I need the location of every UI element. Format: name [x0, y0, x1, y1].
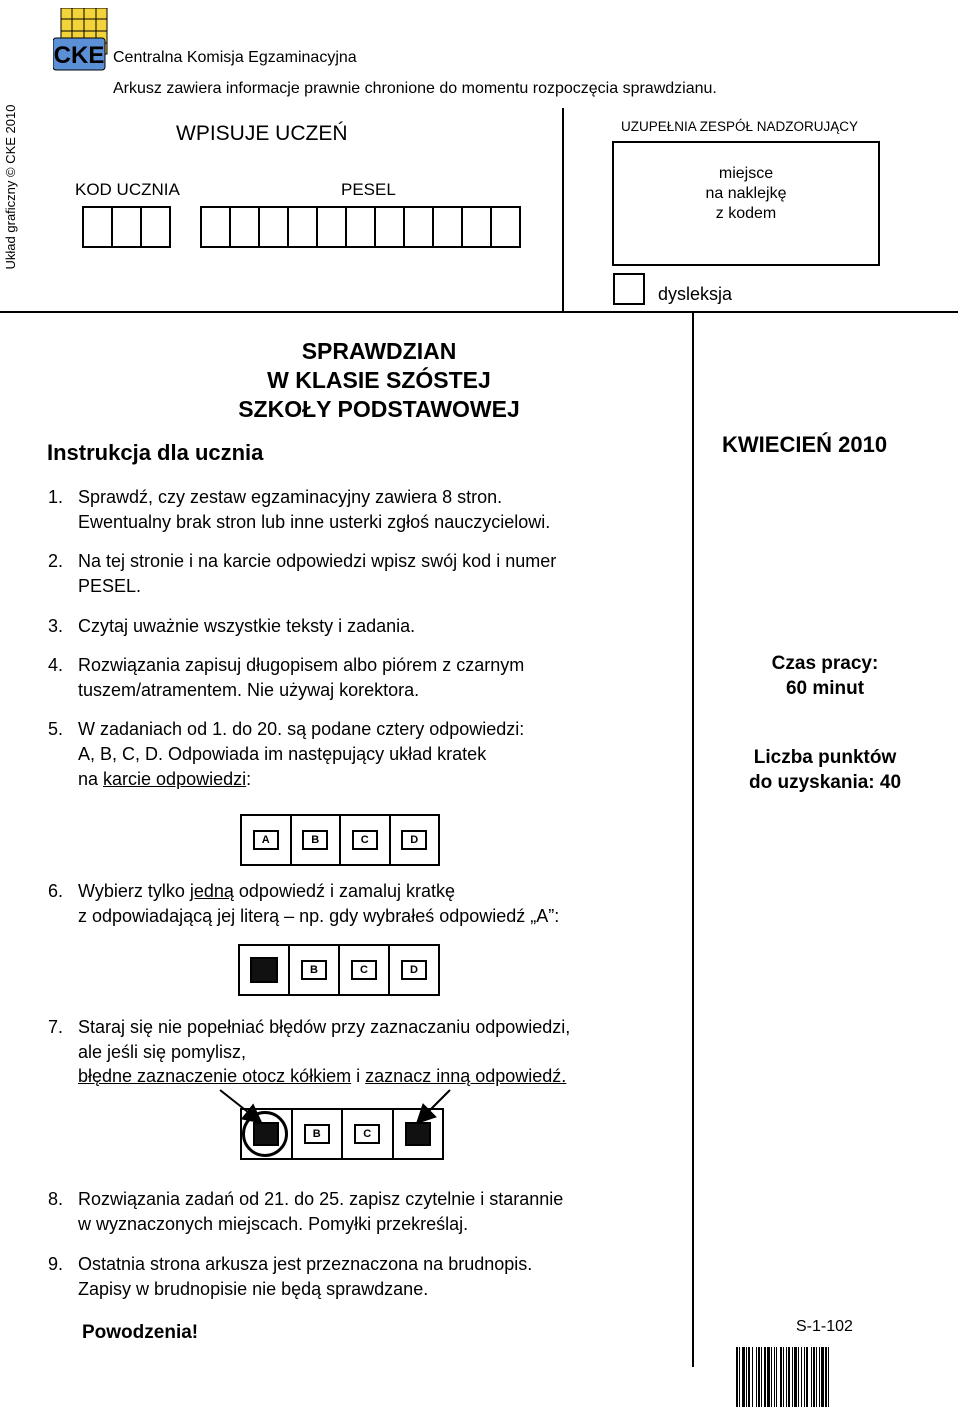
text-part: Wybierz tylko — [78, 881, 190, 901]
exam-title — [228, 337, 530, 424]
answer-cell — [290, 946, 340, 994]
pesel-cell[interactable] — [200, 206, 231, 248]
dyslexia-checkbox[interactable] — [613, 273, 645, 305]
answer-label: B — [301, 960, 327, 980]
sticker-line: na naklejkę — [705, 185, 787, 202]
points-info — [700, 745, 950, 795]
instruction-text: Na tej stronie i na karcie odpowiedzi wpisz swój kod i numer — [78, 551, 557, 571]
instruction-text: tuszem/atramentem. Nie używaj korektora. — [78, 680, 420, 700]
cke-logo — [53, 8, 109, 74]
student-section-title: WPISUJE UCZEŃ — [176, 122, 348, 145]
answer-cell — [340, 946, 390, 994]
exam-title-line: SZKOŁY PODSTAWOWEJ — [238, 396, 520, 422]
answer-cell — [292, 816, 342, 864]
underlined-text: zaznacz inną odpowiedź. — [365, 1066, 567, 1086]
instruction-text: PESEL. — [78, 576, 142, 596]
instruction-text: W zadaniach od 1. do 20. są podane cztery odpowiedzi: — [78, 719, 525, 739]
answer-label: C — [354, 1124, 380, 1144]
answer-cell — [391, 816, 439, 864]
exam-date: KWIECIEŃ 2010 — [722, 432, 888, 457]
pesel-cell[interactable] — [403, 206, 434, 248]
answer-label: D — [401, 960, 427, 980]
instruction-number: 8. — [48, 1189, 64, 1209]
points-value: do uzyskania: 40 — [748, 772, 902, 793]
instruction-number: 1. — [48, 487, 64, 507]
instruction-number: 6. — [48, 881, 64, 901]
instruction-text: A, B, C, D. Odpowiada im następujący układ kratek — [78, 744, 487, 764]
time-label: Czas pracy: — [771, 653, 879, 674]
instruction-text: Sprawdź, czy zestaw egzaminacyjny zawiera 8 stron. — [78, 487, 503, 507]
answer-grid-example — [240, 814, 440, 866]
arrow-icons — [200, 1080, 460, 1140]
exam-title-line: W KLASIE SZÓSTEJ — [267, 367, 491, 393]
instruction-text: Ostatnia strona arkusza jest przeznaczona na brudnopis. — [78, 1254, 533, 1274]
text-part: na — [78, 769, 104, 789]
pesel-cell[interactable] — [461, 206, 492, 248]
pesel-cell[interactable] — [316, 206, 347, 248]
instruction-number: 9. — [48, 1254, 64, 1274]
filled-answer-box — [250, 957, 278, 983]
instruction-text: z odpowiadającą jej literą – np. gdy wybrałeś odpowiedź „A”: — [78, 906, 560, 926]
instruction-number: 3. — [48, 616, 64, 636]
time-info — [700, 651, 950, 701]
text-part: : — [246, 769, 252, 789]
answer-cell — [390, 946, 438, 994]
answer-label: C — [352, 830, 378, 850]
arrow-icon — [420, 1090, 450, 1120]
text-part: odpowiedź i zamaluj kratkę — [233, 881, 456, 901]
exam-title-line: SPRAWDZIAN — [301, 338, 457, 364]
instruction-text: Rozwiązania zadań od 21. do 25. zapisz czytelnie i starannie — [78, 1189, 564, 1209]
time-value: 60 minut — [785, 678, 865, 699]
instruction-text — [78, 767, 251, 792]
pesel-cells[interactable] — [202, 206, 521, 248]
arrow-icon — [220, 1090, 258, 1120]
instruction-number: 7. — [48, 1017, 64, 1037]
logo-text: CKE — [53, 42, 105, 69]
code-cell[interactable] — [140, 206, 171, 248]
header-bottom-rule — [0, 311, 958, 313]
student-code-label: KOD UCZNIA — [75, 180, 180, 199]
sticker-line: miejsce — [718, 165, 774, 182]
instruction-text: Zapisy w brudnopisie nie będą sprawdzane. — [78, 1279, 429, 1299]
org-name: Centralna Komisja Egzaminacyjna — [113, 49, 357, 66]
pesel-label: PESEL — [341, 180, 396, 199]
answer-cell — [242, 816, 292, 864]
underlined-text: karcie odpowiedzi — [103, 769, 247, 789]
instruction-text: Czytaj uważnie wszystkie teksty i zadania. — [78, 616, 416, 636]
header-divider — [562, 108, 564, 312]
pesel-cell[interactable] — [229, 206, 260, 248]
answer-label: C — [351, 960, 377, 980]
instruction-text: Ewentualny brak stron lub inne usterki zgłoś nauczycielowi. — [78, 512, 551, 532]
pesel-cell[interactable] — [374, 206, 405, 248]
answer-grid-filled-example — [238, 944, 440, 996]
student-code-cells[interactable] — [84, 206, 171, 248]
team-section-title: UZUPEŁNIA ZESPÓŁ NADZORUJĄCY — [621, 119, 859, 134]
underlined-text: błędne zaznaczenie otocz kółkiem — [78, 1066, 352, 1086]
instruction-number: 2. — [48, 551, 64, 571]
code-cell[interactable] — [111, 206, 142, 248]
copyright-side-label: Układ graficzny © CKE 2010 — [3, 104, 18, 270]
instruction-text: ale jeśli się pomylisz, — [78, 1042, 247, 1062]
barcode — [736, 1347, 831, 1407]
code-cell[interactable] — [82, 206, 113, 248]
exam-code: S-1-102 — [796, 1318, 853, 1335]
pesel-cell[interactable] — [490, 206, 521, 248]
instruction-number: 4. — [48, 655, 64, 675]
instruction-text: Rozwiązania zapisuj długopisem albo piórem z czarnym — [78, 655, 525, 675]
pesel-cell[interactable] — [287, 206, 318, 248]
pesel-cell[interactable] — [258, 206, 289, 248]
answer-label: B — [302, 830, 328, 850]
instruction-text: w wyznaczonych miejscach. Pomyłki przekreślaj. — [78, 1214, 469, 1234]
pesel-cell[interactable] — [432, 206, 463, 248]
instruction-number: 5. — [48, 719, 64, 739]
sticker-line: z kodem — [715, 205, 777, 222]
dyslexia-label: dysleksja — [658, 284, 733, 304]
text-part: i — [351, 1066, 366, 1086]
answer-cell — [240, 946, 290, 994]
instruction-text: Staraj się nie popełniać błędów przy zaznaczaniu odpowiedzi, — [78, 1017, 571, 1037]
instructions-heading: Instrukcja dla ucznia — [47, 440, 264, 465]
pesel-cell[interactable] — [345, 206, 376, 248]
answer-label: A — [253, 830, 279, 850]
legal-notice: Arkusz zawiera informacje prawnie chronione do momentu rozpoczęcia sprawdzianu. — [113, 80, 717, 97]
good-luck-text: Powodzenia! — [82, 1322, 199, 1343]
answer-label: B — [304, 1124, 330, 1144]
points-label: Liczba punktów — [753, 747, 897, 768]
right-column-divider — [692, 313, 694, 1367]
answer-label: D — [401, 830, 427, 850]
answer-cell — [341, 816, 391, 864]
barcode-bar — [829, 1347, 831, 1407]
sticker-box — [612, 141, 880, 266]
instruction-text — [78, 879, 455, 904]
underlined-text: jedną — [189, 881, 234, 901]
